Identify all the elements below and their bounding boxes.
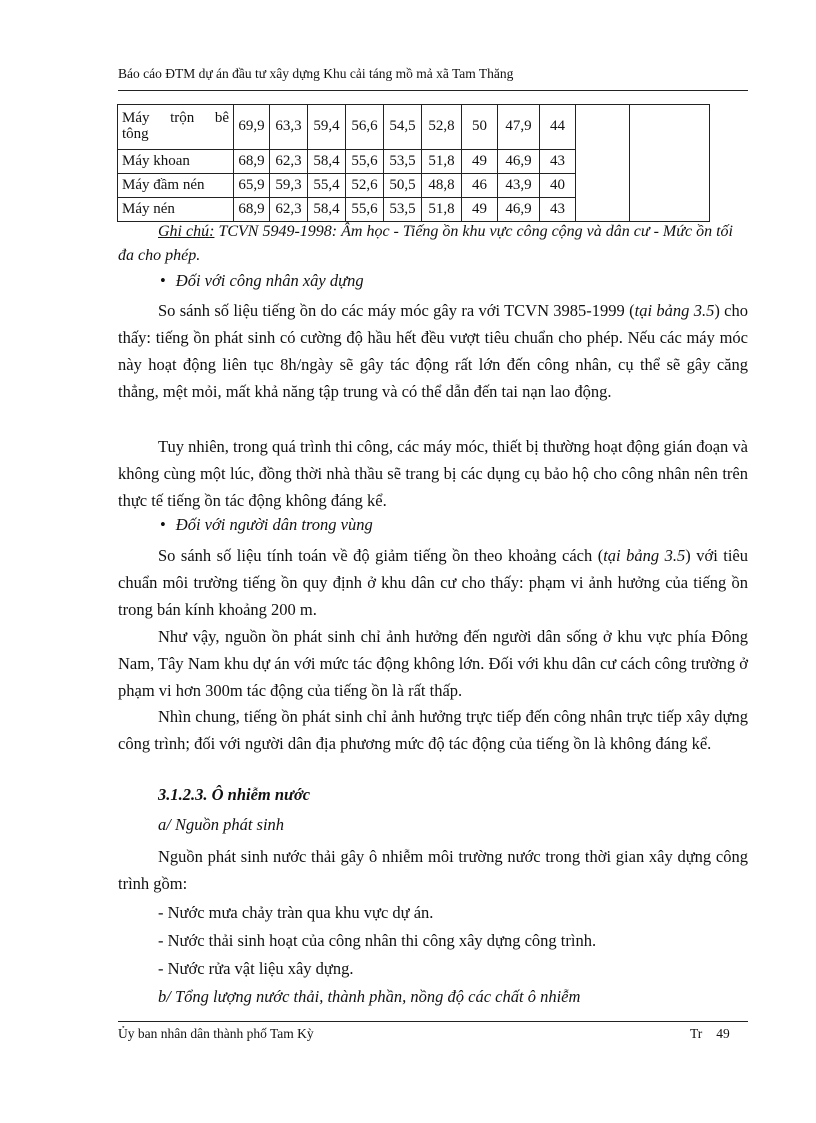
table-cell: 43,9: [498, 174, 540, 198]
machine-name-cell: Máy đầm nén: [118, 174, 234, 198]
list-item: - Nước rửa vật liệu xây dựng.: [158, 959, 354, 978]
list-item: - Nước mưa chảy tràn qua khu vực dự án.: [158, 903, 434, 922]
table-cell: 50: [462, 105, 498, 150]
table-cell: 55,6: [346, 198, 384, 222]
table-cell: 52,6: [346, 174, 384, 198]
table-cell: 54,5: [384, 105, 422, 150]
table-cell: 63,3: [270, 105, 308, 150]
table-cell: 65,9: [234, 174, 270, 198]
residents-paragraph-1: So sánh số liệu tính toán về độ giảm tiếng ồn theo khoảng cách (tại bảng 3.5) với tiêu chuẩn môi trường tiếng ồn quy định ở khu dân cư cho thấy: phạm vi ảnh hưởng của tiếng ồn trong bán kính khoảng 200 m.: [118, 546, 749, 619]
table-cell: 59,4: [308, 105, 346, 150]
footer-organization: Ủy ban nhân dân thành phố Tam Kỳ: [118, 1026, 314, 1041]
section-heading-water: 3.1.2.3. Ô nhiễm nước: [158, 785, 311, 804]
table-cell: 49: [462, 198, 498, 222]
table-cell: 51,8: [422, 150, 462, 174]
water-paragraph-1: Nguồn phát sinh nước thải gây ô nhiễm môi trường nước trong thời gian xây dựng công trình gồm:: [118, 847, 748, 893]
page-number: Tr 49: [690, 1026, 730, 1041]
table-row: [118, 105, 710, 150]
subheading-composition: b/ Tổng lượng nước thải, thành phần, nồng độ các chất ô nhiễm: [158, 987, 581, 1006]
table-cell: 53,5: [384, 150, 422, 174]
table-cell: 68,9: [234, 150, 270, 174]
empty-cell: [630, 105, 710, 222]
header-divider: [118, 90, 748, 91]
table-cell: 46,9: [498, 198, 540, 222]
table-cell: 47,9: [498, 105, 540, 150]
table-cell: 56,6: [346, 105, 384, 150]
table-cell: 58,4: [308, 198, 346, 222]
table-cell: 43: [540, 198, 576, 222]
page-header: Báo cáo ĐTM dự án đầu tư xây dựng Khu cải táng mồ mả xã Tam Thăng: [118, 66, 514, 81]
table-cell: 62,3: [270, 150, 308, 174]
subheading-source: a/ Nguồn phát sinh: [158, 815, 285, 834]
table-cell: 55,6: [346, 150, 384, 174]
workers-paragraph-2: Tuy nhiên, trong quá trình thi công, các máy móc, thiết bị thường hoạt động gián đoạn và không cùng một lúc, đồng thời nhà thầu sẽ trang bị các dụng cụ bảo hộ cho công nhân nên trên thực tế tiếng ồn tác động không đáng kể.: [118, 437, 748, 510]
list-item: - Nước thải sinh hoạt của công nhân thi công xây dựng công trình.: [158, 931, 597, 950]
table-cell: 49: [462, 150, 498, 174]
residents-paragraph-2: Như vậy, nguồn ồn phát sinh chỉ ảnh hưởng đến người dân sống ở khu vực phía Đông Nam, Tây Nam khu dự án với mức tác động không lớn. Đối với khu dân cư cách công trường ở phạm vi hơn 300m tác động của tiếng ồn là rất thấp.: [118, 627, 748, 700]
table-cell: 52,8: [422, 105, 462, 150]
table-cell: 55,4: [308, 174, 346, 198]
note-label: Ghi chú:: [158, 223, 215, 240]
workers-paragraph-1: So sánh số liệu tiếng ồn do các máy móc gây ra với TCVN 3985-1999 (tại bảng 3.5) cho thấy: tiếng ồn phát sinh có cường độ hầu hết đều vượt tiêu chuẩn cho phép. Nếu các máy móc này hoạt động liên tục 8h/ngày sẽ gây tác động rất lớn đến công nhân, cụ thể sẽ gây căng thẳng, mệt mỏi, mất khả năng tập trung và có thể dẫn đến tai nạn lao động.: [118, 301, 749, 401]
table-cell: 46,9: [498, 150, 540, 174]
table-cell: 40: [540, 174, 576, 198]
table-cell: 50,5: [384, 174, 422, 198]
table-note: [118, 220, 748, 268]
bullet-icon: •: [160, 515, 166, 534]
noise-level-table: [117, 104, 710, 222]
note-text: TCVN 5949-1998: Âm học - Tiếng ồn khu vực công cộng và dân cư - Mức ồn tối đa cho phép.: [118, 223, 733, 264]
table-cell: 59,3: [270, 174, 308, 198]
empty-cell: [576, 105, 630, 222]
table-cell: 62,3: [270, 198, 308, 222]
machine-name-cell: Máy trộn bê tông: [118, 105, 234, 150]
workers-heading: • Đối với công nhân xây dựng: [160, 271, 364, 290]
table-cell: 58,4: [308, 150, 346, 174]
table-cell: 44: [540, 105, 576, 150]
residents-heading: • Đối với người dân trong vùng: [160, 515, 373, 534]
table-cell: 48,8: [422, 174, 462, 198]
table-cell: 51,8: [422, 198, 462, 222]
table-cell: 68,9: [234, 198, 270, 222]
table-cell: 43: [540, 150, 576, 174]
table-cell: 53,5: [384, 198, 422, 222]
residents-paragraph-3: Nhìn chung, tiếng ồn phát sinh chỉ ảnh hưởng trực tiếp đến công nhân trực tiếp xây dựng công trình; đối với người dân địa phương mức độ tác động của tiếng ồn là không đáng kể.: [118, 707, 748, 753]
bullet-icon: •: [160, 271, 166, 290]
table-cell: 46: [462, 174, 498, 198]
machine-name-cell: Máy nén: [118, 198, 234, 222]
footer-divider: [118, 1021, 748, 1022]
machine-name-cell: Máy khoan: [118, 150, 234, 174]
table-cell: 69,9: [234, 105, 270, 150]
